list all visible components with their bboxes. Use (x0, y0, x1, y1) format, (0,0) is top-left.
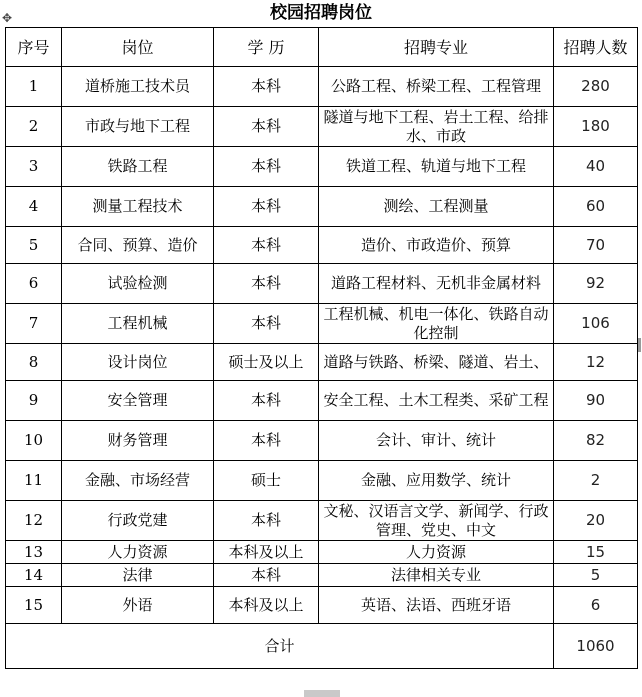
row-position: 测量工程技术 (62, 187, 214, 227)
table-row (6, 587, 638, 624)
row-major: 法律相关专业 (319, 564, 554, 587)
row-index: 15 (6, 587, 62, 624)
row-education: 本科 (214, 564, 319, 587)
row-major: 道路与铁路、桥梁、隧道、岩土、 (319, 344, 554, 381)
row-major: 安全工程、土木工程类、采矿工程 (319, 381, 554, 421)
row-count: 82 (554, 421, 638, 461)
header-education: 学 历 (214, 28, 319, 67)
row-education: 本科 (214, 501, 319, 541)
table-row (6, 304, 638, 344)
row-index: 7 (6, 304, 62, 344)
table-title: 校园招聘岗位 (270, 3, 372, 23)
row-major: 隧道与地下工程、岩土工程、给排水、市政 (319, 107, 554, 147)
row-major: 文秘、汉语言文学、新闻学、行政管理、党史、中文 (319, 501, 554, 541)
row-education: 本科 (214, 304, 319, 344)
row-major: 造价、市政造价、预算 (319, 227, 554, 264)
row-index: 13 (6, 541, 62, 564)
row-position: 金融、市场经营 (62, 461, 214, 501)
row-major: 金融、应用数学、统计 (319, 461, 554, 501)
table-row (6, 107, 638, 147)
total-count: 1060 (554, 624, 638, 669)
row-major: 人力资源 (319, 541, 554, 564)
table-row (6, 147, 638, 187)
row-position: 财务管理 (62, 421, 214, 461)
row-education: 硕士 (214, 461, 319, 501)
row-education: 硕士及以上 (214, 344, 319, 381)
header-major: 招聘专业 (319, 28, 554, 67)
row-count: 2 (554, 461, 638, 501)
row-count: 5 (554, 564, 638, 587)
row-position: 行政党建 (62, 501, 214, 541)
table-row (6, 541, 638, 564)
row-index: 1 (6, 67, 62, 107)
row-education: 本科 (214, 67, 319, 107)
table-header-row (6, 28, 638, 67)
row-major: 公路工程、桥梁工程、工程管理 (319, 67, 554, 107)
row-education: 本科 (214, 107, 319, 147)
row-major: 会计、审计、统计 (319, 421, 554, 461)
row-education: 本科 (214, 381, 319, 421)
header-index: 序号 (6, 28, 62, 67)
row-index: 4 (6, 187, 62, 227)
row-count: 40 (554, 147, 638, 187)
row-index: 2 (6, 107, 62, 147)
table-row (6, 501, 638, 541)
row-position: 市政与地下工程 (62, 107, 214, 147)
row-education: 本科 (214, 264, 319, 304)
row-count: 92 (554, 264, 638, 304)
row-position: 道桥施工技术员 (62, 67, 214, 107)
table-row (6, 461, 638, 501)
row-major: 英语、法语、西班牙语 (319, 587, 554, 624)
table-row (6, 564, 638, 587)
row-education: 本科及以上 (214, 541, 319, 564)
row-count: 70 (554, 227, 638, 264)
row-position: 铁路工程 (62, 147, 214, 187)
table-row (6, 227, 638, 264)
row-count: 180 (554, 107, 638, 147)
row-index: 9 (6, 381, 62, 421)
row-position: 试验检测 (62, 264, 214, 304)
row-count: 60 (554, 187, 638, 227)
row-count: 6 (554, 587, 638, 624)
row-education: 本科 (214, 227, 319, 264)
row-position: 设计岗位 (62, 344, 214, 381)
row-major: 铁道工程、轨道与地下工程 (319, 147, 554, 187)
row-position: 外语 (62, 587, 214, 624)
row-index: 11 (6, 461, 62, 501)
row-index: 5 (6, 227, 62, 264)
row-major: 道路工程材料、无机非金属材料 (319, 264, 554, 304)
row-index: 12 (6, 501, 62, 541)
row-count: 106 (554, 304, 638, 344)
table-row (6, 264, 638, 304)
row-index: 8 (6, 344, 62, 381)
row-count: 12 (554, 344, 638, 381)
row-index: 14 (6, 564, 62, 587)
total-row (6, 624, 638, 669)
table-row (6, 344, 638, 381)
row-position: 法律 (62, 564, 214, 587)
recruitment-table (5, 27, 638, 669)
row-major: 工程机械、机电一体化、铁路自动化控制 (319, 304, 554, 344)
row-count: 280 (554, 67, 638, 107)
table-row (6, 187, 638, 227)
row-education: 本科 (214, 147, 319, 187)
table-row (6, 381, 638, 421)
row-count: 90 (554, 381, 638, 421)
row-position: 人力资源 (62, 541, 214, 564)
row-education: 本科 (214, 187, 319, 227)
table-row (6, 421, 638, 461)
row-index: 6 (6, 264, 62, 304)
row-position: 工程机械 (62, 304, 214, 344)
table-row (6, 67, 638, 107)
table-move-handle-icon[interactable]: ✥ (2, 11, 13, 25)
row-index: 3 (6, 147, 62, 187)
row-count: 20 (554, 501, 638, 541)
header-count: 招聘人数 (554, 28, 638, 67)
row-position: 安全管理 (62, 381, 214, 421)
row-education: 本科及以上 (214, 587, 319, 624)
header-position: 岗位 (62, 28, 214, 67)
vertical-scrollbar-marker[interactable] (638, 338, 641, 352)
row-count: 15 (554, 541, 638, 564)
total-label: 合计 (6, 624, 554, 669)
row-major: 测绘、工程测量 (319, 187, 554, 227)
row-education: 本科 (214, 421, 319, 461)
row-index: 10 (6, 421, 62, 461)
row-position: 合同、预算、造价 (62, 227, 214, 264)
horizontal-scrollbar-thumb[interactable] (304, 690, 340, 697)
